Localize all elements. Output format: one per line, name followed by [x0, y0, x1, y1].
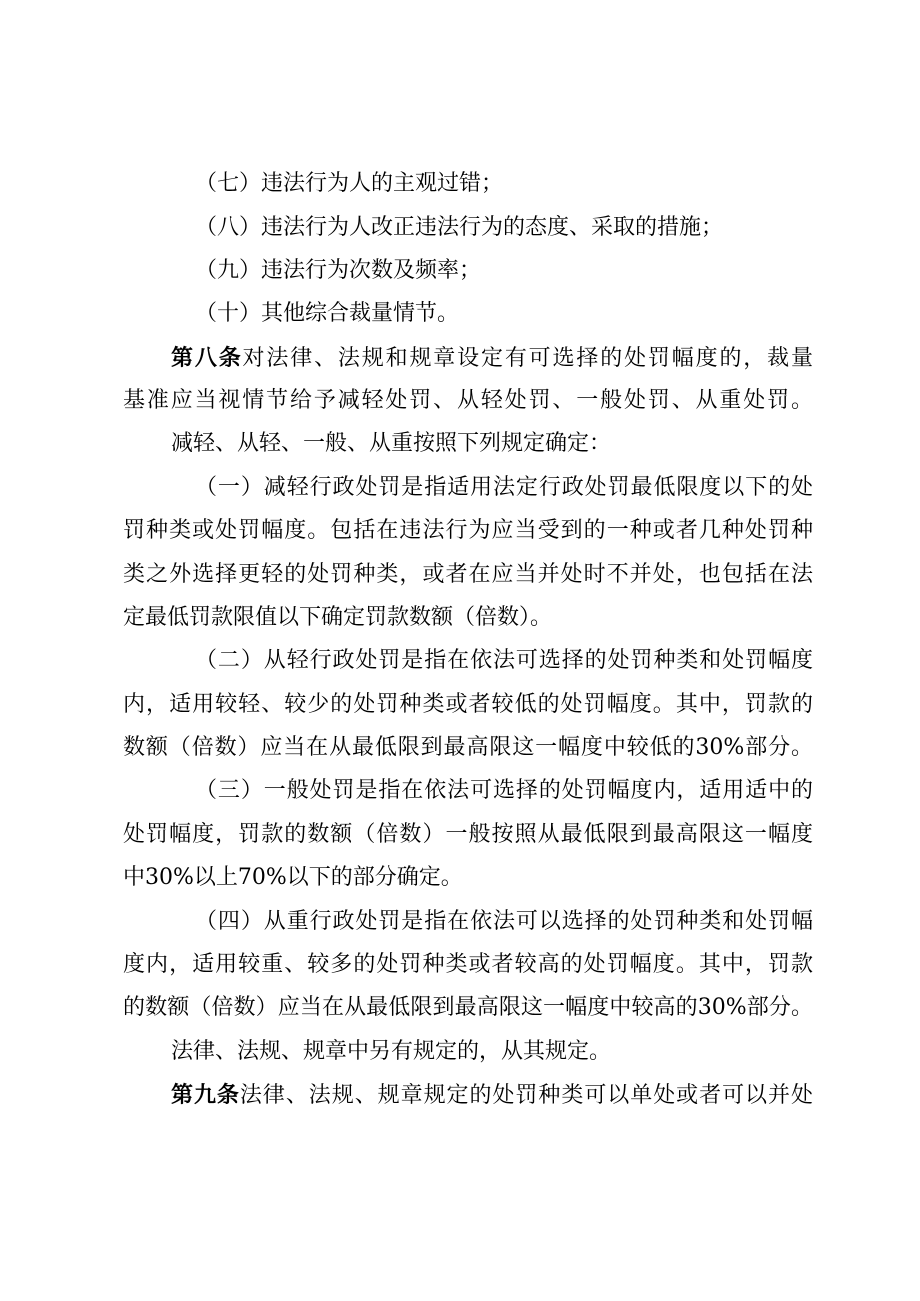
article-8-text: 对法律、法规和规章设定有可选择的处罚幅度的，裁量: [242, 346, 813, 371]
article-9-text: 法律、法规、规章规定的处罚种类可以单处或者可以并处: [239, 1083, 813, 1108]
item-3-line-3: 中30%以上70%以下的部分确定。: [123, 865, 463, 890]
article-8-heading: 第八条: [171, 345, 243, 371]
item-4-line-2: 度内，适用较重、较多的处罚种类或者较高的处罚幅度。其中，罚款: [123, 952, 813, 977]
item-2-line-2: 内，适用较轻、较少的处罚种类或者较低的处罚幅度。其中，罚款的: [123, 692, 813, 717]
article-9-heading: 第九条: [171, 1082, 240, 1108]
item-3-line-2: 处罚幅度，罚款的数额（倍数）一般按照从最低限到最高限这一幅度: [123, 822, 813, 847]
item-1-line-2: 罚种类或处罚幅度。包括在违法行为应当受到的一种或者几种处罚种: [123, 518, 813, 543]
paragraph-item-10: （十）其他综合裁量情节。: [195, 301, 460, 326]
article-9-line-1: [171, 1080, 813, 1111]
item-2-line-1: （二）从轻行政处罚是指在依法可选择的处罚种类和处罚幅度: [195, 648, 813, 673]
article-8-line-1: [171, 343, 813, 374]
item-1-line-4: 定最低罚款限值以下确定罚款数额（倍数）。: [123, 605, 553, 630]
article-8-line-2: 基准应当视情节给予减轻处罚、从轻处罚、一般处罚、从重处罚。: [123, 388, 813, 413]
item-4-line-1: （四）从重行政处罚是指在依法可以选择的处罚种类和处罚幅: [195, 909, 813, 934]
paragraph-item-7: （七）违法行为人的主观过错；: [195, 171, 504, 196]
paragraph-other-provisions: 法律、法规、规章中另有规定的，从其规定。: [171, 1039, 612, 1064]
item-3-line-1: （三）一般处罚是指在依法可选择的处罚幅度内，适用适中的: [195, 778, 813, 803]
paragraph-item-9: （九）违法行为次数及频率；: [195, 258, 482, 283]
item-2-line-3: 数额（倍数）应当在从最低限到最高限这一幅度中较低的30%部分。: [123, 735, 813, 760]
item-1-line-3: 类之外选择更轻的处罚种类，或者在应当并处时不并处，也包括在法: [123, 562, 813, 587]
paragraph-levels-intro: 减轻、从轻、一般、从重按照下列规定确定：: [171, 431, 612, 456]
item-1-line-1: （一）减轻行政处罚是指适用法定行政处罚最低限度以下的处: [195, 475, 813, 500]
item-4-line-3: 的数额（倍数）应当在从最低限到最高限这一幅度中较高的30%部分。: [123, 995, 813, 1020]
paragraph-item-8: （八）违法行为人改正违法行为的态度、采取的措施；: [195, 215, 724, 240]
